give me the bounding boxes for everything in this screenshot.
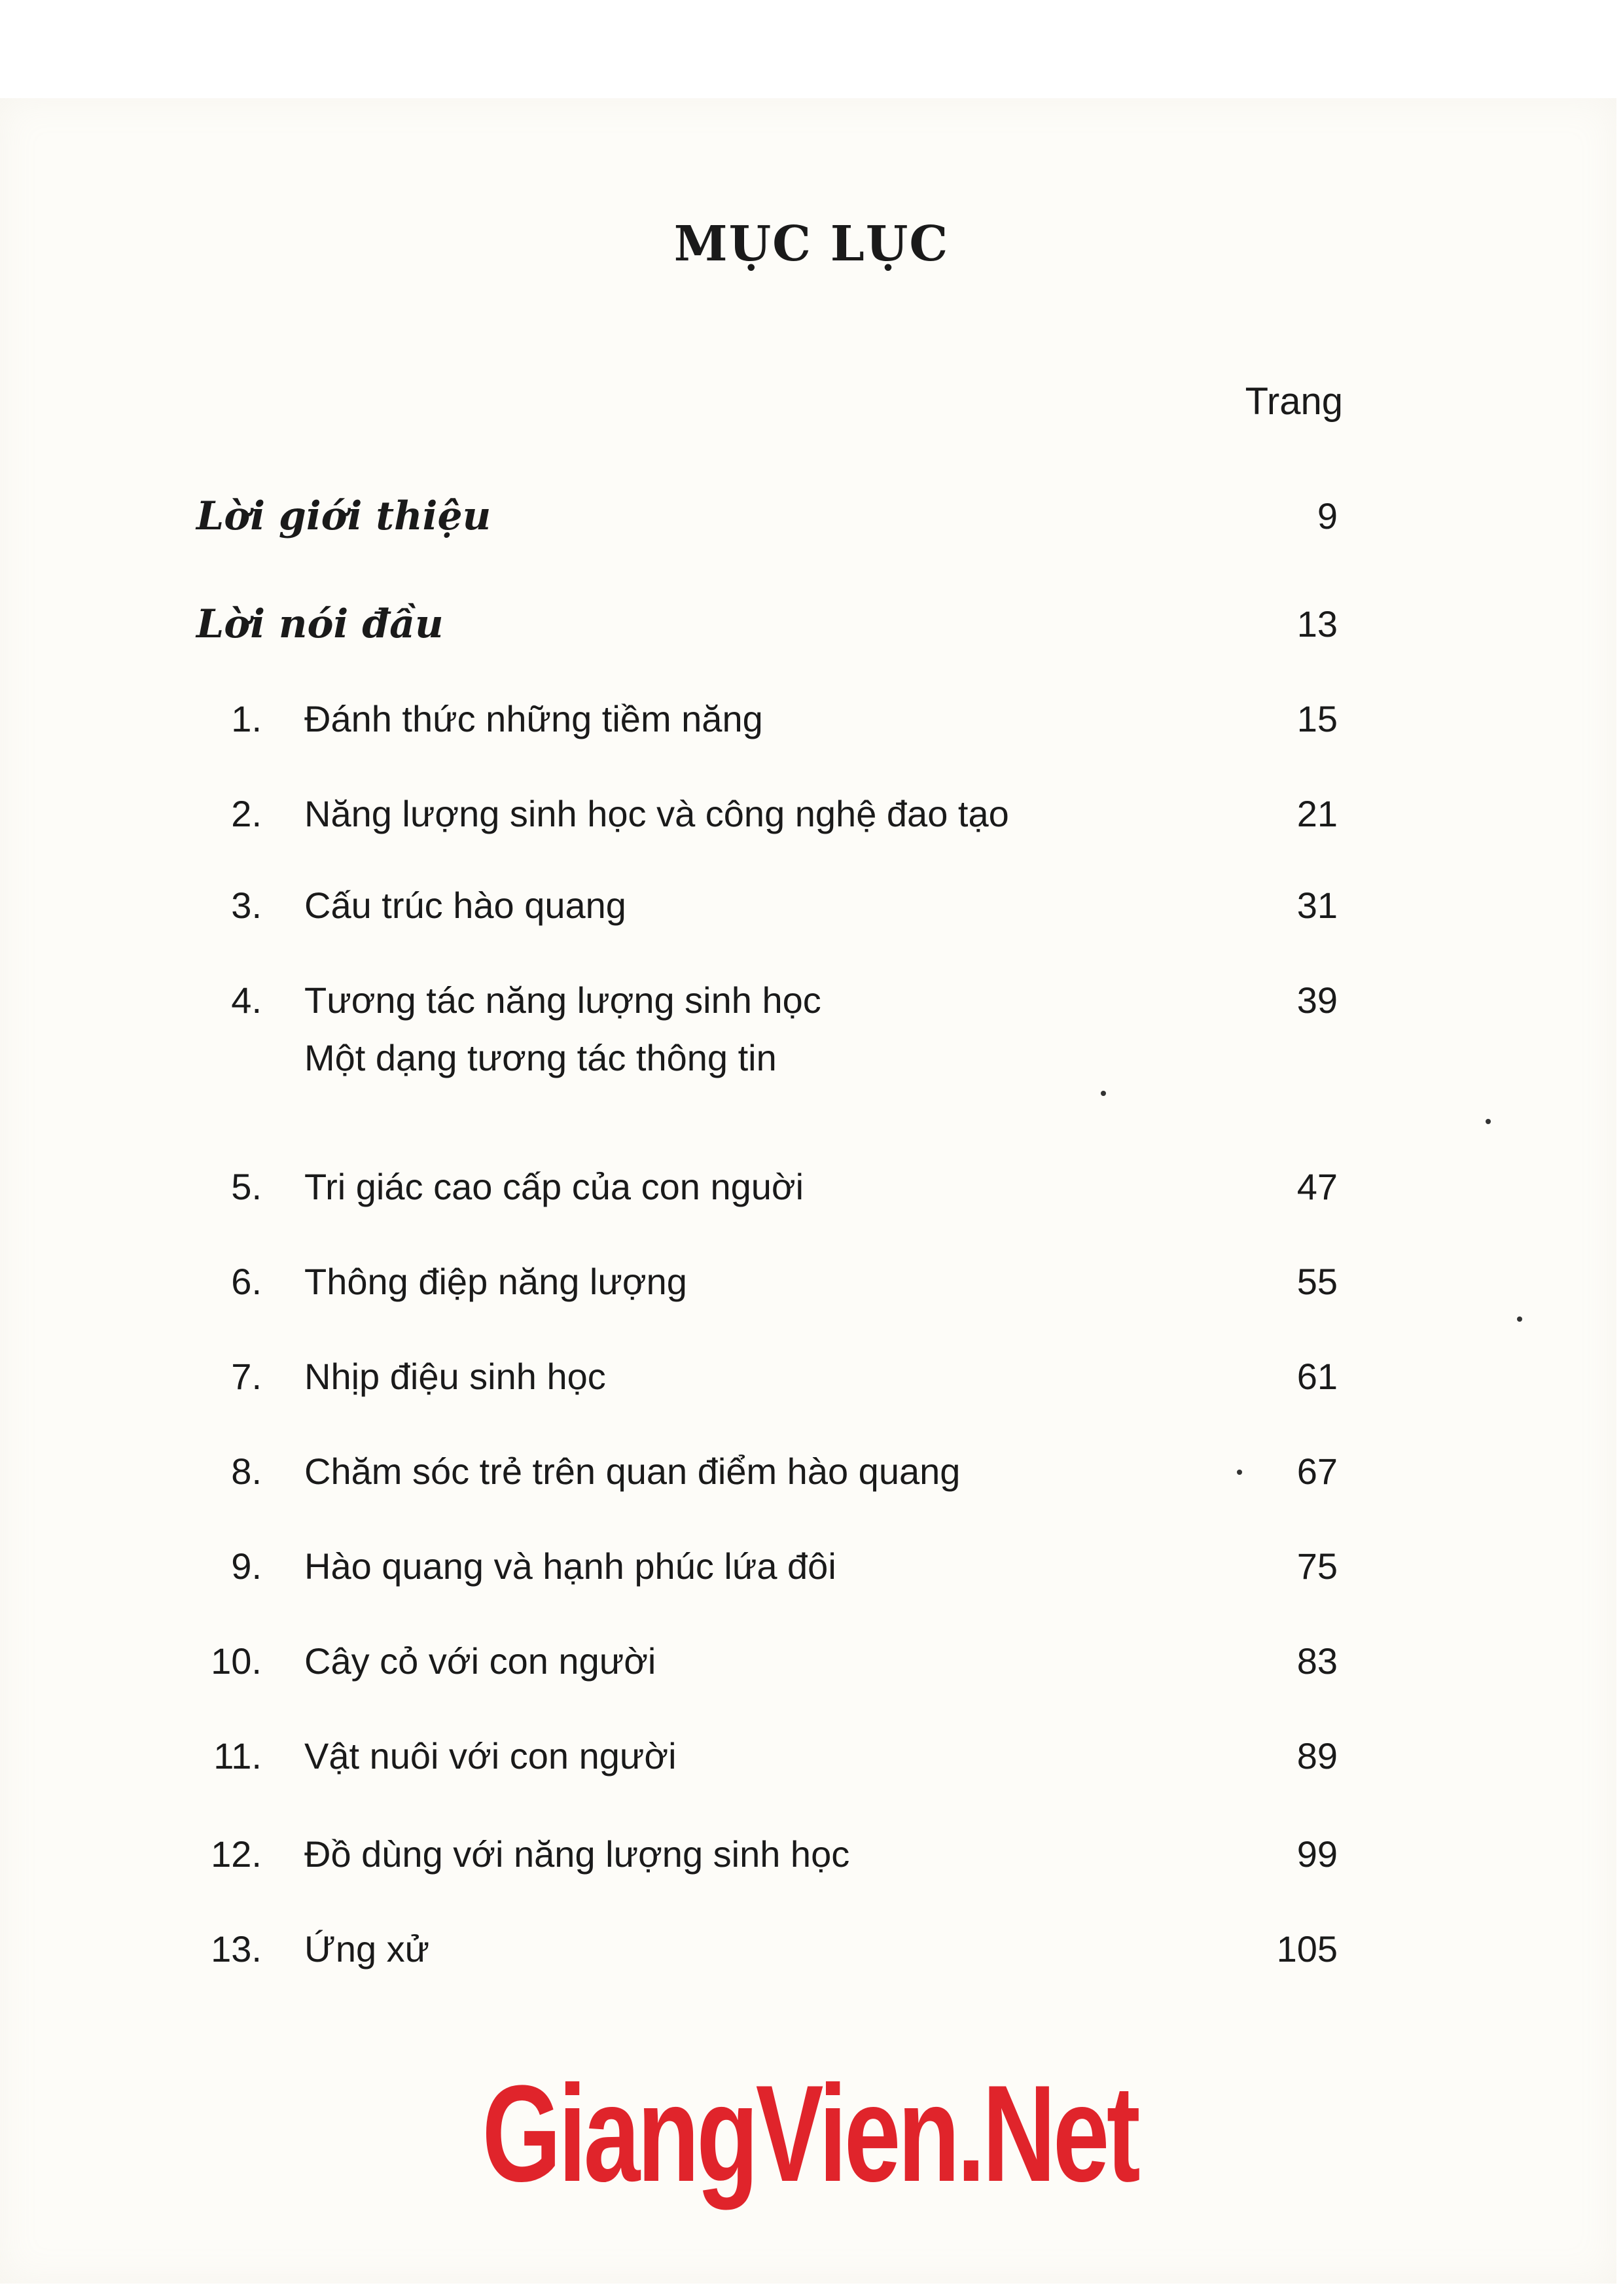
toc-entry-page: 13 [1296,603,1338,645]
toc-entry-page: 89 [1296,1735,1338,1776]
toc-entry-label: Cây cỏ với con người [304,1640,656,1682]
toc-entry-label: Lời giới thiệu [196,493,491,539]
toc-entry-page: 105 [1276,1928,1338,1969]
watermark-logo: GiangVien.Net [482,2057,1138,2210]
toc-entry-number: 8. [231,1451,262,1492]
toc-entry-page: 99 [1296,1833,1338,1875]
toc-entry-label: Ứng xử [304,1928,430,1969]
scan-speck [1237,1470,1242,1475]
toc-entry-number: 5. [231,1166,262,1207]
toc-entry-label: Tri giác cao cấp của con nguời [304,1166,804,1207]
toc-entry-page: 55 [1296,1261,1338,1302]
toc-entry-number: 10. [211,1640,262,1682]
toc-entry-label: Thông điệp năng lượng [304,1261,687,1302]
toc-entry-page: 47 [1296,1166,1338,1207]
toc-entry-label: Chăm sóc trẻ trên quan điểm hào quang [304,1451,961,1492]
toc-entry-label: Đồ dùng với năng lượng sinh học [304,1833,850,1875]
toc-entry-page: 83 [1296,1640,1338,1682]
toc-entry-number: 13. [211,1928,262,1969]
toc-entry-page: 21 [1296,793,1338,834]
toc-entry-label: Hào quang và hạnh phúc lứa đôi [304,1545,836,1587]
scan-speck [1101,1091,1106,1096]
toc-entry-label: Vật nuôi với con người [304,1735,677,1776]
toc-entry-page: 9 [1317,495,1338,537]
toc-entry-number: 7. [231,1356,262,1397]
toc-entry-label: Lời nói đầu [196,601,444,647]
toc-entry-number: 9. [231,1545,262,1587]
toc-entry-page: 67 [1296,1451,1338,1492]
toc-entry-page: 31 [1296,885,1338,926]
toc-entry-page: 15 [1296,698,1338,739]
toc-entry-label: Năng lượng sinh học và công nghệ đao tạo [304,793,1009,834]
scan-speck [1517,1316,1522,1322]
toc-entry-label: Đánh thức những tiềm năng [304,698,763,739]
toc-entry-page: 39 [1296,980,1338,1021]
toc-entry-number: 6. [231,1261,262,1302]
toc-entry-page: 61 [1296,1356,1338,1397]
toc-entry-number: 12. [211,1833,262,1875]
toc-entry-number: 1. [231,698,262,739]
toc-entry-number: 3. [231,885,262,926]
toc-entry-number: 4. [231,980,262,1021]
toc-entry-label: Tương tác năng lượng sinh học [304,980,821,1021]
page-column-header: Trang [1245,380,1343,423]
toc-entry-page: 75 [1296,1545,1338,1587]
toc-entry-label: Nhịp điệu sinh học [304,1356,606,1397]
scan-speck [1486,1119,1491,1124]
toc-entry-number: 11. [213,1735,262,1776]
toc-entry-subtitle: Một dạng tương tác thông tin [304,1037,777,1078]
toc-entry-number: 2. [231,793,262,834]
page-title: MỤC LỤC [673,216,950,272]
toc-entry-label: Cấu trúc hào quang [304,885,626,926]
